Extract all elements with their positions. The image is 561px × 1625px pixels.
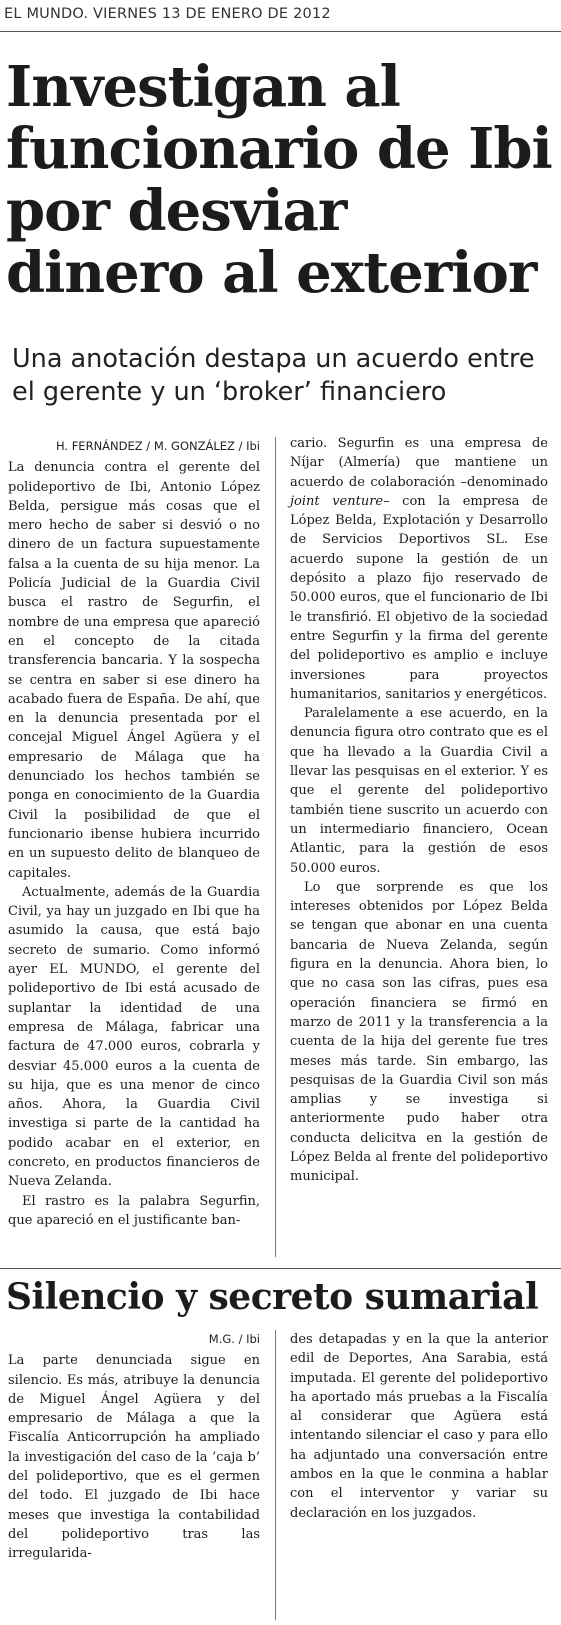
subheadline: Una anotación destapa un acuerdo entre el gerente y un ‘broker’ financiero <box>12 344 535 407</box>
article-paragraph: Actualmente, además de la Guardia Civil, ya hay un juzgado en Ibi que ha asumido la causa, que está bajo secreto de sumario. Como informó ayer EL MUNDO, el gerente del polideportivo de Ibi está acusado de suplantar la identidad de una empresa de Málaga, fabricar una factura de 47.000 euros, cobrarla y desviar 45.000 euros a la cuenta de su hija, que es una menor de cinco años. Ahora, la Guardia Civil investiga si parte de la cantidad ha podido acabar en el exterior, en concreto, en productos financieros de Nueva Zelanda. <box>8 884 260 1190</box>
sidebar-paragraph: des detapadas y en la que la anterior edil de Deportes, Ana Sarabia, está imputada. El gerente del polideportivo ha aportado más pruebas a la Fiscalía al considerar que Agüera está intentando silenciar el caso y para ello ha adjuntado una conversación entre ambos en la que le conmina a hablar con el interventor y variar su declaración en los juzgados. <box>290 1332 548 1521</box>
sidebar-paragraph: La parte denunciada sigue en silencio. Es más, atribuye la denuncia de Miguel Ángel Agüera y del empresario de Málaga a que la Fiscalía Anticorrupción ha ampliado la investigación del caso de la ‘caja b’ del polideportivo, que es el germen del todo. El juzgado de Ibi hace meses que investiga la contabilidad del polideportivo tras las irregularida- <box>8 1353 260 1562</box>
headline: Investigan al funcionario de Ibi por desviar dinero al exterior <box>6 54 552 306</box>
sidebar-column-2 <box>290 1330 548 1523</box>
article-paragraph <box>290 434 548 704</box>
byline: H. FERNÁNDEZ / M. GONZÁLEZ / Ibi <box>55 439 260 453</box>
paragraph-text: – con la empresa de López Belda, Explotación y Desarrollo de Servicios Deportivos SL. Ese acuerdo supone la gestión de un depósito a plazo fijo reservado de 50.000 euros, que el funcionario de Ibi le transfirió. El objetivo de la sociedad entre Segurfin y la firma del gerente del polideportivo es amplio e incluye inversiones para proyectos humanitarios, sanitarios y energéticos. <box>290 493 548 702</box>
article-paragraph: Paralelamente a ese acuerdo, en la denuncia figura otro contrato que es el que ha llevado a la Guardia Civil a llevar las pesquisas en el exterior. Y es que el gerente del polideportivo también tiene suscrito un acuerdo con un intermediario financiero, Ocean Atlantic, para la gestión de esos 50.000 euros. <box>290 706 548 876</box>
column-separator <box>275 437 276 1257</box>
italic-term: joint venture <box>290 493 384 509</box>
article-column-1 <box>8 437 260 1230</box>
article-paragraph: Lo que sorprende es que los intereses obtenidos por López Belda se tengan que abonar en una cuenta bancaria de Nueva Zelanda, según figura en la denuncia. Ahora bien, lo que no casa son las cifras, pues esa operación financiera se firmó en marzo de 2011 y la transferencia a la cuenta de la hija del gerente fue tres meses más tarde. Sin embargo, las pesquisas de la Guardia Civil son más amplias y se investiga si anteriormente pudo haber otra conducta delicitva en la gestión de López Belda al frente del polideportivo municipal. <box>290 879 548 1185</box>
header-rule <box>0 31 561 32</box>
paragraph-text: cario. Segurfin es una empresa de Níjar (Almería) que mantiene un acuerdo de colaboración –denominado <box>290 436 548 490</box>
article-column-2 <box>290 434 548 1187</box>
dateline: EL MUNDO. VIERNES 13 DE ENERO DE 2012 <box>4 6 331 22</box>
sidebar-headline: Silencio y secreto sumarial <box>6 1276 539 1318</box>
article-paragraph: El rastro es la palabra Segurfin, que apareció en el justificante ban- <box>8 1193 260 1228</box>
article-paragraph: La denuncia contra el gerente del polideportivo de Ibi, Antonio López Belda, persigue más cosas que el mero hecho de saber si desvió o no dinero de un factura supuestamente falsa a la cuenta de su hija menor. La Policía Judicial de la Guardia Civil busca el rastro de Segurfin, el nombre de una empresa que apareció en el concepto de la citada transferencia bancaria. Y la sospecha se centra en saber si ese dinero ha acabado fuera de España. De ahí, que en la denuncia presentada por el concejal Miguel Ángel Agüera y el empresario de Málaga que ha denunciado los hechos también se ponga en conocimiento de la Guardia Civil la posibilidad de que el funcionario ibense hubiera incurrido en un supuesto delito de blanqueo de capitales. <box>8 460 260 881</box>
column-separator <box>275 1330 276 1620</box>
sidebar-byline: M.G. / Ibi <box>208 1332 260 1346</box>
sidebar-column-1 <box>8 1330 260 1564</box>
section-rule <box>0 1268 561 1269</box>
